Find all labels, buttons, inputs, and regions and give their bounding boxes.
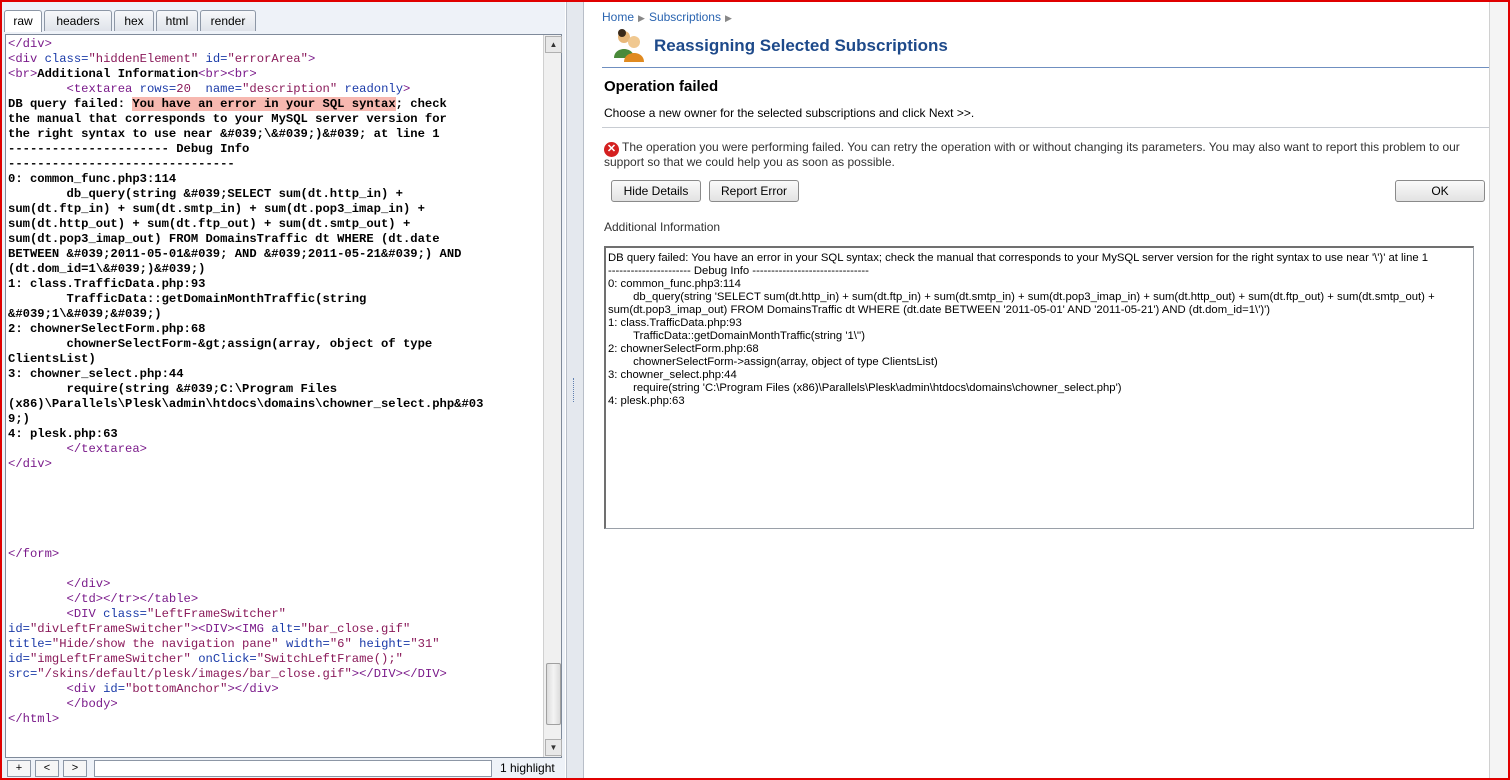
operation-failed-heading: Operation failed bbox=[604, 78, 719, 95]
search-highlight: You have an error in your SQL syntax bbox=[132, 97, 396, 111]
hide-details-button[interactable]: Hide Details bbox=[611, 180, 701, 202]
users-icon bbox=[612, 28, 646, 62]
error-message: The operation you were performing failed. You can retry the operation with or without changing its parameters. You may also want to report this problem to our support so that we could help you as soon as possible. bbox=[604, 140, 1460, 169]
section-divider bbox=[602, 127, 1493, 128]
instruction-text: Choose a new owner for the selected subscriptions and click Next >>. bbox=[604, 106, 975, 120]
tab-headers[interactable]: headers bbox=[44, 10, 112, 31]
breadcrumb-subscriptions[interactable]: Subscriptions bbox=[648, 10, 721, 24]
breadcrumb-home[interactable]: Home bbox=[602, 10, 635, 24]
highlight-count: 1 highlight bbox=[500, 761, 555, 775]
raw-response-code: </div> <div class="hiddenElement" id="errorArea"> <br>Additional Information<br><br> <textarea rows=20 name="description" readonly> DB query failed: You have an error in your SQL syntax; check the manual that corresponds to your MySQL server version for the right syntax to use near &#039;\&#039;)&#039; at line 1 ---------------------- Debug Info ------------------------------- 0: common_func.php3:114 db_query(string &#039;SELECT sum(dt.http_in) + sum(dt.ftp_in) + sum(dt.smtp_in) + sum(dt.pop3_imap_in) + sum(dt.http_out) + sum(dt.ftp_out) + sum(dt.smtp_out) + sum(dt.pop3_imap_out) FROM DomainsTraffic dt WHERE (dt.date BETWEEN &#039;2011-05-01&#039; AND &#039;2011-05-21&#039;) AND (dt.dom_id=1\&#039;)&#039;) 1: class.TrafficData.php:93 TrafficData::getDomainMonthTraffic(string &#039;1\&#039;&#039;) 2: chownerSelectForm.php:68 chownerSelectForm-&gt;assign(array, object of type ClientsList) 3: chowner_select.php:44 require(string &#039;C:\Program Files (x86)\Parallels\Plesk\admin\htdocs\domains\chowner_select.php&#03 9;) 4: plesk.php:63 </textarea> </div> </form> </div> </td></tr></table> <DIV class="LeftFrameSwitcher" id="divLeftFrameSwitcher"><DIV><IMG alt="bar_close.gif" title="Hide/show the navigation pane" width="6" height="31" id="imgLeftFrameSwitcher" onClick="SwitchLeftFrame();" src="/skins/default/plesk/images/bar_close.gif"></DIV></DIV> <div id="bottomAnchor"></div> </body> </html> bbox=[8, 37, 484, 726]
pane-splitter[interactable] bbox=[566, 2, 584, 778]
add-button[interactable]: + bbox=[7, 760, 31, 777]
title-divider bbox=[602, 67, 1493, 68]
tab-html[interactable]: html bbox=[156, 10, 198, 31]
scroll-thumb[interactable] bbox=[546, 663, 561, 725]
report-error-button[interactable]: Report Error bbox=[709, 180, 799, 202]
breadcrumb-separator-icon: ▶ bbox=[724, 13, 732, 23]
tab-raw[interactable]: raw bbox=[4, 10, 42, 32]
error-icon: ✕ bbox=[604, 142, 619, 157]
render-pane bbox=[584, 2, 1508, 778]
next-button[interactable]: > bbox=[63, 760, 87, 777]
response-viewer-pane bbox=[2, 2, 565, 778]
breadcrumb bbox=[602, 10, 736, 24]
search-input[interactable] bbox=[94, 760, 492, 777]
raw-response-text-area[interactable] bbox=[5, 34, 562, 758]
description-textarea[interactable] bbox=[604, 246, 1474, 529]
scroll-down-icon[interactable]: ▼ bbox=[545, 739, 562, 756]
search-bar bbox=[5, 758, 560, 778]
page-scrollbar[interactable] bbox=[1489, 2, 1508, 778]
ok-button[interactable]: OK bbox=[1395, 180, 1485, 202]
additional-info-label: Additional Information bbox=[604, 220, 721, 234]
tab-render[interactable]: render bbox=[200, 10, 256, 31]
description-text: DB query failed: You have an error in your SQL syntax; check the manual that corresponds to your MySQL server version for the right syntax to use near '\')' at line 1 ---------------------- Debug Info ------------------------------- 0: common_func.php3:114 db_query(string 'SELECT sum(dt.http_in) + sum(dt.ftp_in) + sum(dt.smtp_in) + sum(dt.pop3_imap_in) + sum(dt.http_out) + sum(dt.ftp_out) + sum(dt.smtp_out) + sum(dt.pop3_imap_out) FROM DomainsTraffic dt WHERE (dt.date BETWEEN '2011-05-01' AND '2011-05-21') AND (dt.dom_id=1\')') 1: class.TrafficData.php:93 TrafficData::getDomainMonthTraffic(string '1\'') 2: chownerSelectForm.php:68 chownerSelectForm->assign(array, object of type ClientsList) 3: chowner_select.php:44 require(string 'C:\Program Files (x86)\Parallels\Plesk\admin\htdocs\domains\chowner_select.php') 4: plesk.php:63 bbox=[608, 252, 1435, 407]
splitter-grip-icon[interactable] bbox=[573, 378, 576, 402]
tab-hex[interactable]: hex bbox=[114, 10, 154, 31]
vertical-scrollbar[interactable] bbox=[543, 35, 561, 757]
breadcrumb-separator-icon: ▶ bbox=[638, 13, 645, 23]
previous-button[interactable]: < bbox=[35, 760, 59, 777]
scroll-up-icon[interactable]: ▲ bbox=[545, 36, 562, 53]
page-title: Reassigning Selected Subscriptions bbox=[654, 36, 948, 55]
